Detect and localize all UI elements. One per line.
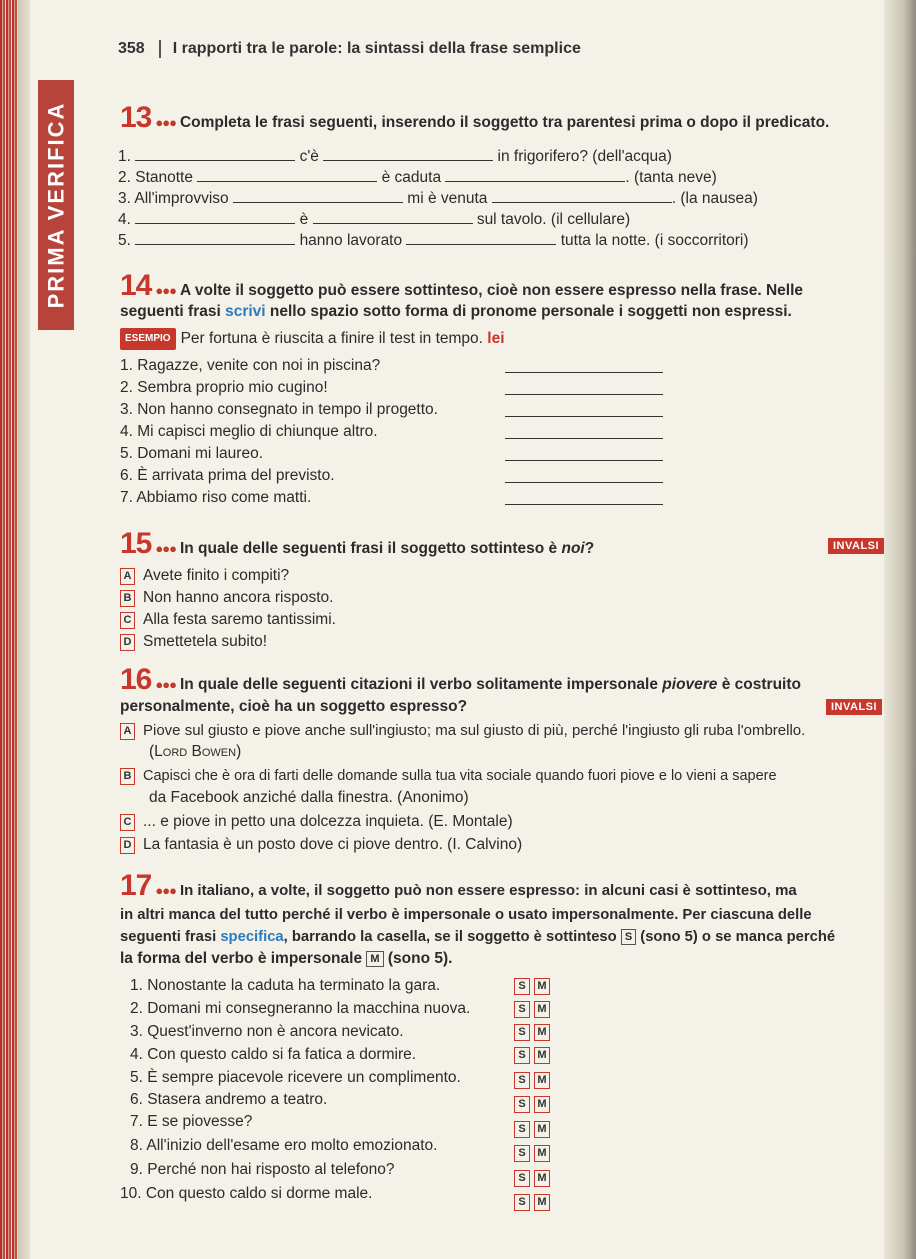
exercise-16-heading: 16 ●●● In quale delle seguenti citazioni il verbo solitamente impersonale piovere è costruito [120,663,801,696]
choice-m: M [534,1194,550,1211]
answer-line[interactable] [505,372,663,373]
choice-m: M [534,1121,550,1138]
ex13-item-4: 4. è sul tavolo. (il cellulare) [118,211,631,228]
ex14-item: 5. Domani mi laureo. [120,445,264,462]
choice-m: M [534,1145,550,1162]
ex13-item-2: 2. Stanotte è caduta . (tanta neve) [118,169,717,186]
page-header [118,40,581,58]
choice-boxes[interactable] [514,978,550,995]
invalsi-badge: INVALSI [828,538,884,554]
exercise-17-heading: 17 ●●● In italiano, a volte, il soggetto può non essere espresso: in alcuni casi è sottinteso, ma [120,869,797,902]
ex14-item: 6. È arrivata prima del previsto. [120,467,335,484]
choice-s: S [514,1047,530,1064]
answer-blank[interactable] [197,167,377,182]
exercise-17-instruction-3: seguenti frasi specifica, barrando la casella, se il soggetto è sottinteso S (sono 5) o se manca perché [120,929,836,945]
ex16-option-a-author: (Lord Bowen) [149,743,242,760]
answer-blank[interactable] [492,188,672,203]
answer-blank[interactable] [233,188,403,203]
exercise-15-heading: 15 ●●● In quale delle seguenti frasi il soggetto sottinteso è noi? [120,527,595,560]
ex16-option-b-cont: da Facebook anziché dalla finestra. (Anonimo) [149,789,469,806]
ex16-option-c[interactable]: C ... e piove in petto una dolcezza inquieta. (E. Montale) [120,812,513,832]
ex14-item: 3. Non hanno consegnato in tempo il progetto. [120,401,438,418]
choice-boxes[interactable] [514,1145,550,1162]
ex15-option-a[interactable]: A Avete finito i compiti? [120,566,289,586]
ex13-item-1: 1. c'è in frigorifero? (dell'acqua) [118,148,672,165]
exercise-14-heading: 14 ●●● A volte il soggetto può essere sottinteso, cioè non essere espresso nella frase. Nelle [120,269,804,302]
chapter-title: I rapporti tra le parole: la sintassi della frase semplice [172,40,581,57]
answer-blank[interactable] [323,146,493,161]
exercise-17-instruction-2: in altri manca del tutto perché il verbo è impersonale o usato impersonalmente. Per ciascuna delle [120,907,812,923]
book-edge [0,0,18,1259]
answer-line[interactable] [505,438,663,439]
answer-blank[interactable] [406,230,556,245]
ex17-item: 7. E se piovesse? [130,1113,253,1130]
ex16-option-a[interactable]: A Piove sul giusto e piove anche sull'ingiusto; ma sul giusto di più, perché l'ingiusto gli ruba l'ombrello. [120,721,805,741]
page-curl [884,0,916,1259]
answer-line[interactable] [505,460,663,461]
ex15-option-c[interactable]: C Alla festa saremo tantissimi. [120,610,336,630]
choice-boxes[interactable] [514,1072,550,1089]
ex16-option-d[interactable]: D La fantasia è un posto dove ci piove dentro. (I. Calvino) [120,835,522,855]
answer-blank[interactable] [135,230,295,245]
exercise-16-question: personalmente, cioè ha un soggetto espresso? [120,698,468,715]
choice-boxes[interactable] [514,1001,550,1018]
ex17-item: 8. All'inizio dell'esame ero molto emozionato. [130,1137,438,1154]
ex14-item: 4. Mi capisci meglio di chiunque altro. [120,423,378,440]
choice-boxes[interactable] [514,1170,550,1187]
answer-line[interactable] [505,394,663,395]
choice-m: M [534,1001,550,1018]
answer-blank[interactable] [135,146,295,161]
choice-s: S [514,1145,530,1162]
answer-line[interactable] [505,416,663,417]
answer-blank[interactable] [135,209,295,224]
choice-s: S [514,1121,530,1138]
ex13-item-3: 3. All'improvviso mi è venuta . (la nausea) [118,190,758,207]
choice-m: M [534,1072,550,1089]
choice-s: S [514,978,530,995]
example-answer: lei [487,330,505,347]
ex17-item: 4. Con questo caldo si fa fatica a dormire. [130,1046,417,1063]
choice-s: S [514,1170,530,1187]
choice-s: S [514,1096,530,1113]
answer-blank[interactable] [445,167,625,182]
exercise-13-heading: 13 ●●● Completa le frasi seguenti, inserendo il soggetto tra parentesi prima o dopo il predicato. [120,101,830,134]
choice-s: S [514,1024,530,1041]
example-label: ESEMPIO [120,328,176,350]
exercise-17-instruction-4: la forma del verbo è impersonale M (sono 5). [120,950,453,967]
ex14-item: 7. Abbiamo riso come matti. [120,489,312,506]
ex17-item: 2. Domani mi consegneranno la macchina nuova. [130,1000,471,1017]
choice-m: M [534,978,550,995]
choice-m: M [534,1047,550,1064]
answer-line[interactable] [505,504,663,505]
ex17-item: 5. È sempre piacevole ricevere un complimento. [130,1069,461,1086]
ex16-option-b[interactable]: B Capisci che è ora di farti delle domande sulla tua vita sociale quando fuori piove e lo vieni a sapere [120,766,777,786]
choice-m: M [534,1024,550,1041]
answer-line[interactable] [505,482,663,483]
ex15-option-d[interactable]: D Smettetela subito! [120,632,267,652]
ex14-example: ESEMPIO Per fortuna è riuscita a finire il test in tempo. lei [120,328,505,350]
ex17-item: 6. Stasera andremo a teatro. [130,1091,328,1108]
choice-m: M [534,1096,550,1113]
side-tab: PRIMA VERIFICA [38,80,74,330]
choice-boxes[interactable] [514,1096,550,1113]
choice-boxes[interactable] [514,1047,550,1064]
ex17-item: 3. Quest'inverno non è ancora nevicato. [130,1023,404,1040]
ex13-item-5: 5. hanno lavorato tutta la notte. (i soccorritori) [118,232,749,249]
ex14-item: 1. Ragazze, venite con noi in piscina? [120,357,381,374]
ex14-item: 2. Sembra proprio mio cugino! [120,379,328,396]
choice-boxes[interactable] [514,1194,550,1211]
choice-s: S [514,1072,530,1089]
choice-s: S [514,1194,530,1211]
ex17-item: 10. Con questo caldo si dorme male. [120,1185,373,1202]
ex15-option-b[interactable]: B Non hanno ancora risposto. [120,588,333,608]
invalsi-badge: INVALSI [826,699,882,715]
answer-blank[interactable] [313,209,473,224]
page-number: 358 [118,40,161,58]
choice-m: M [534,1170,550,1187]
exercise-14-instruction: seguenti frasi scrivi nello spazio sotto forma di pronome personale i soggetti non espressi. [120,303,792,320]
ex17-item: 9. Perché non hai risposto al telefono? [130,1161,395,1178]
choice-s: S [514,1001,530,1018]
ex17-item: 1. Nonostante la caduta ha terminato la gara. [130,977,441,994]
choice-boxes[interactable] [514,1121,550,1138]
choice-boxes[interactable] [514,1024,550,1041]
